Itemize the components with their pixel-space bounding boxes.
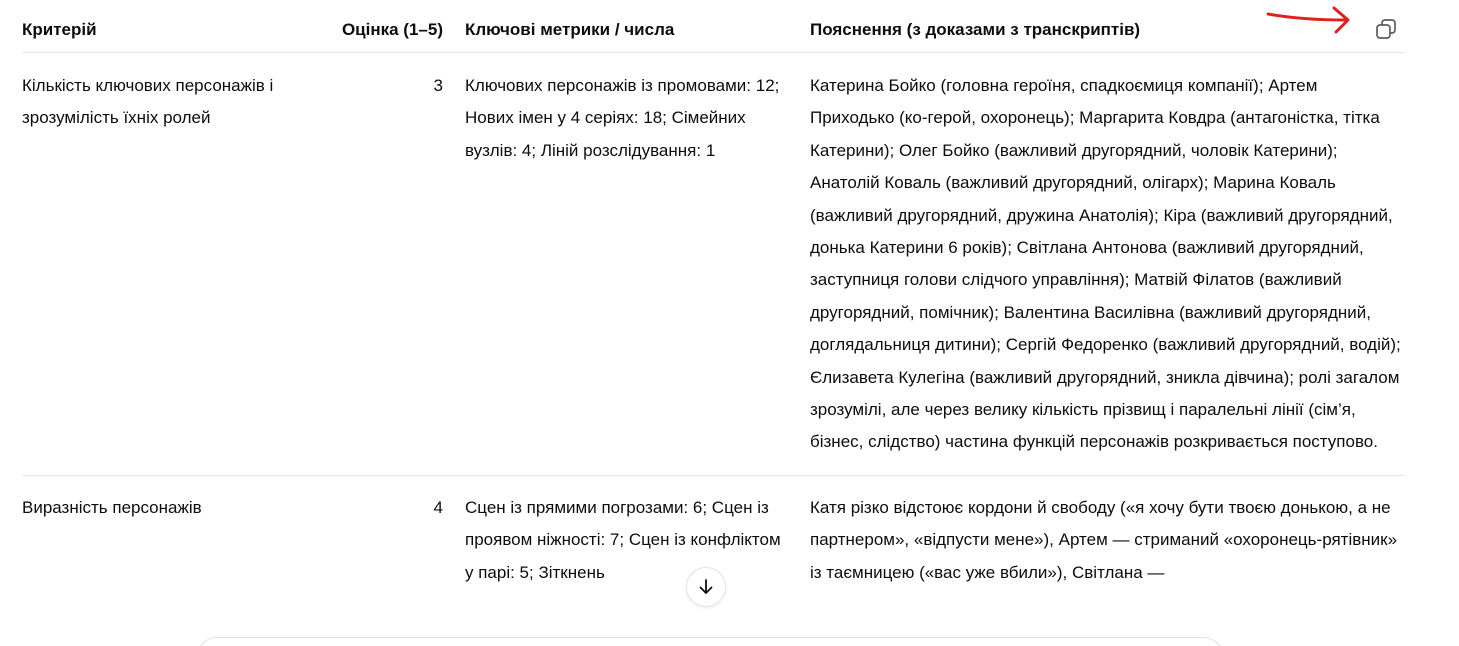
row-explanation: Катерина Бойко (головна героїня, спадкоємиця компанії); Артем Приходько (ко-герой, охоронець); Маргарита Ковдра (антагоністка, тітка Катерини); Олег Бойко (важливий другорядний, чоловік Катерини); Анатолій Коваль (важливий другорядний, олігарх); Марина Коваль (важливий другорядний, дружина Анатолія); Кіра (важливий другорядний, донька Катерини 6 років); Світлана Антонова (важливий другорядний, заступниця голови слідчого управління); Матвій Філатов (важливий другорядний, помічник); Валентина Василівна (важливий другорядний, доглядальниця дитини); Сергій Федоренко (важливий другорядний, водій); Єлизавета Кулегіна (важливий другорядний, зникла дівчина); ролі загалом зрозумілі, але через велику кількість прізвищ і паралельні лінії (сім’я, бізнес, слідство) частина функцій персонажів розкривається поступово. [810, 76, 1401, 452]
table-header-row [22, 0, 1405, 53]
header-metrics: Ключові метрики / числа [465, 20, 675, 39]
header-criterion: Критерій [22, 20, 97, 39]
row-criterion: Кількість ключових персонажів і зрозумілість їхніх ролей [22, 76, 274, 128]
message-composer[interactable] [196, 637, 1224, 646]
copy-table-button[interactable] [1372, 15, 1400, 43]
red-arrow-annotation [1266, 4, 1356, 36]
copy-icon [1374, 17, 1398, 41]
evaluation-table [22, 0, 1405, 589]
row-metrics: Сцен із прямими погрозами: 6; Сцен із проявом ніжності: 7; Сцен із конфліктом у парі: 5; Зіткнень [465, 497, 781, 582]
header-explanation: Пояснення (з доказами з транскриптів) [810, 20, 1141, 39]
row-explanation: Катя різко відстоює кордони й свободу («я хочу бути твоєю донькою, а не партнером», «відпусти мене»), Артем — стриманий «охоронець-рятівник» із таємницею («вас уже вбили»), Світлана — [810, 497, 1398, 582]
row-metrics: Ключових персонажів із промовами: 12; Нових імен у 4 серіях: 18; Сімейних вузлів: 4; Ліній розслідування: 1 [465, 76, 780, 160]
header-score: Оцінка (1–5) [341, 20, 443, 39]
row-score: 3 [433, 76, 443, 95]
scroll-to-bottom-button[interactable] [686, 567, 726, 607]
arrow-down-icon [696, 577, 716, 597]
table-row [22, 53, 1405, 476]
row-criterion: Виразність персонажів [22, 497, 202, 517]
row-score: 4 [433, 497, 443, 517]
